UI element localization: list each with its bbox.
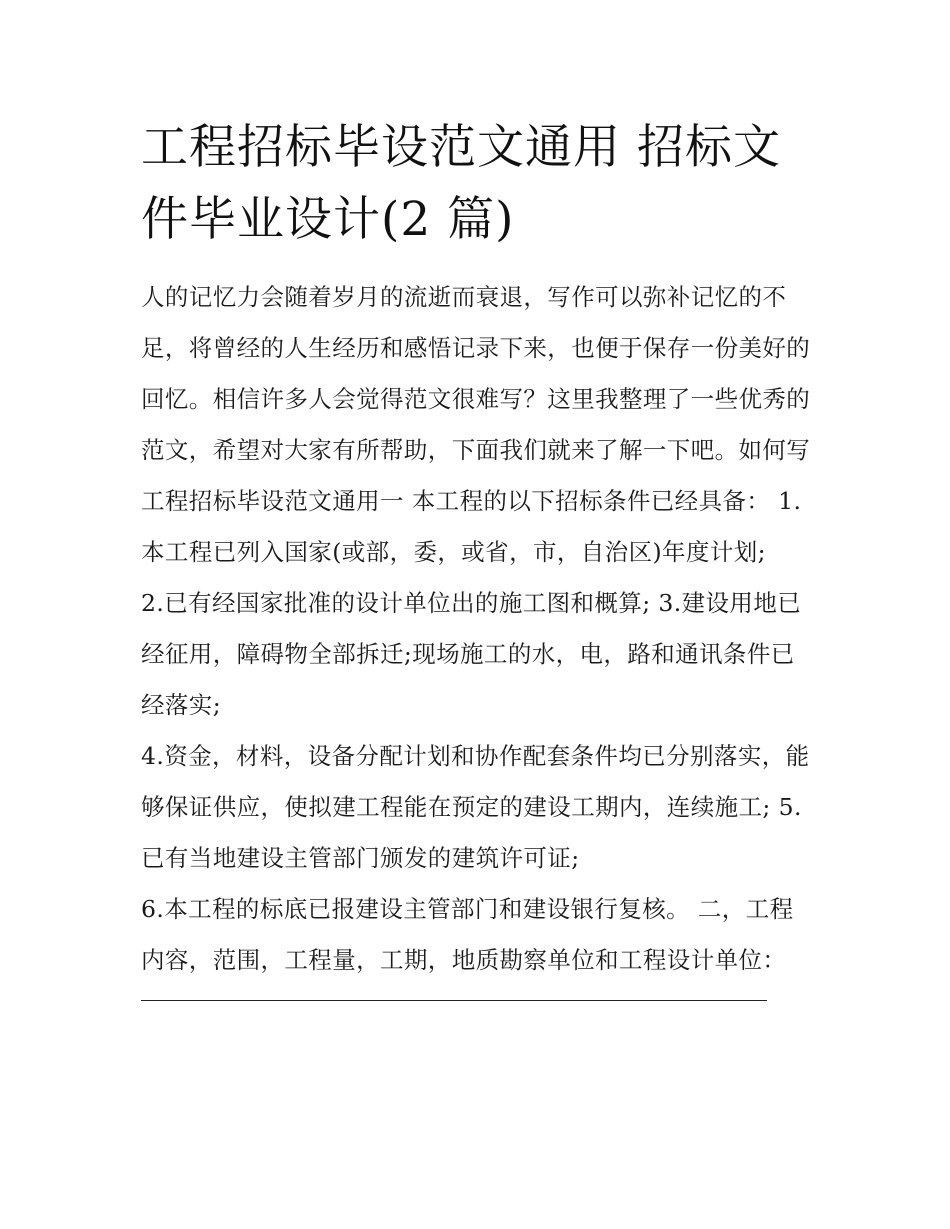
paragraph: 4.资金，材料，设备分配计划和协作配套条件均已分别落实，能够保证供应，使拟建工程能在预定的建设工期内，连续施工; 5.已有当地建设主管部门颁发的建筑许可证; [141,742,810,872]
document-title: 工程招标毕设范文通用 招标文件毕业设计(2 篇) [141,120,781,247]
fill-in-blank-line [141,1000,767,1001]
paragraph: 人的记忆力会随着岁月的流逝而衰退，写作可以弥补记忆的不足，将曾经的人生经历和感悟记录下来，也便于保存一份美好的回忆。相信许多人会觉得范文很难写？这里我整理了一些优秀的范文，希望对大家有所帮助，下面我们就来了解一下吧。如何写工程招标毕设范文通用一 本工程的以下招标条件已经具备： 1.本工程已列入国家(或部，委，或省，市，自治区)年度计划; [141,283,811,566]
paragraph: 2.已有经国家批准的设计单位出的施工图和概算; 3.建设用地已经征用，障碍物全部拆迁;现场施工的水，电，路和通讯条件已经落实; [141,589,802,719]
document-page [141,112,813,1001]
paragraph: 6.本工程的标底已报建设主管部门和建设银行复核。 二，工程内容，范围，工程量，工期，地质勘察单位和工程设计单位： [141,895,794,974]
document-body [141,272,813,1001]
